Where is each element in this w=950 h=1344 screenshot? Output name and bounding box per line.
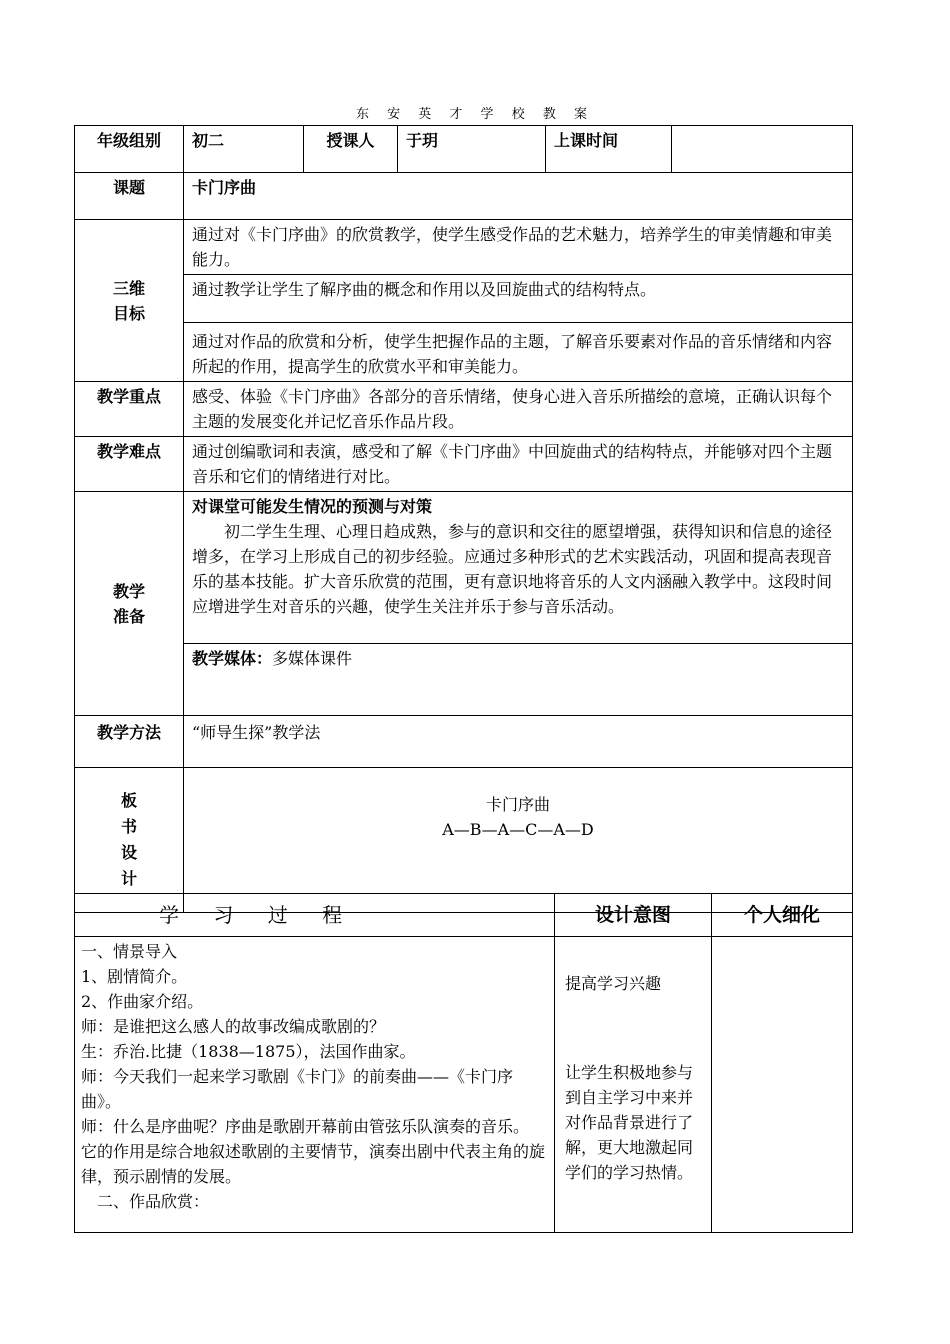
topic-label: 课题: [75, 173, 184, 220]
board-label-char: 板: [120, 791, 137, 810]
board-title: 卡门序曲: [485, 795, 550, 814]
board-structure: A—B—A—C—A—D: [442, 820, 594, 839]
time-label: 上课时间: [546, 126, 672, 173]
board-label: [75, 768, 184, 913]
school-header: 东 安 英 才 学 校 教 案: [356, 107, 594, 122]
intent-item: 让学生积极地参与到自主学习中来并对作品背景进行了解，更大地激起同学们的学习热情。: [565, 1063, 694, 1182]
board-label-char: 计: [120, 869, 137, 888]
board-label-char: 书: [120, 817, 137, 836]
difficulties-value: 通过创编歌词和表演，感受和了解《卡门序曲》中回旋曲式的结构特点，并能够对四个主题音乐和它们的情绪进行对比。: [184, 437, 853, 492]
process-line: 二、作品欣赏：: [97, 1192, 210, 1211]
board-design: [184, 768, 853, 913]
time-value: [672, 126, 853, 173]
preparation-label-line1: 教学: [112, 581, 145, 601]
goal-item: 通过教学让学生了解序曲的概念和作用以及回旋曲式的结构特点。: [184, 275, 853, 323]
process-line: 生：乔治.比捷（1838—1875），法国作曲家。: [81, 1042, 416, 1061]
goals-label-line1: 三维: [112, 278, 145, 298]
process-line: 2、作曲家介绍。: [81, 992, 204, 1011]
grade-label: 年级组别: [75, 126, 184, 173]
lesson-plan-table: [74, 125, 853, 913]
preparation-title: 对课堂可能发生情况的预测与对策: [192, 497, 433, 516]
personal-header: 个人细化: [712, 894, 853, 937]
goals-label: [75, 220, 184, 382]
process-table: [74, 893, 853, 1233]
goal-item: 通过对《卡门序曲》的欣赏教学，使学生感受作品的艺术魅力，培养学生的审美情趣和审美能力。: [184, 220, 853, 275]
process-content: [75, 937, 555, 1233]
intent-header: 设计意图: [555, 894, 712, 937]
board-label-char: 设: [120, 843, 137, 862]
process-line: 1、剧情简介。: [81, 967, 188, 986]
media-cell: [184, 644, 853, 716]
process-header: 学 习 过 程: [75, 894, 555, 937]
method-label: 教学方法: [75, 716, 184, 768]
key-points-value: 感受、体验《卡门序曲》各部分的音乐情绪，使身心进入音乐所描绘的意境，正确认识每个主题的发展变化并记忆音乐作品片段。: [184, 382, 853, 437]
goals-label-line2: 目标: [112, 303, 145, 323]
process-line: 师：是谁把这么感人的故事改编成歌剧的？: [81, 1017, 386, 1036]
preparation-label: [75, 492, 184, 716]
process-line: 师：什么是序曲呢？序曲是歌剧开幕前由管弦乐队演奏的音乐。: [81, 1117, 530, 1136]
topic-value: 卡门序曲: [184, 173, 853, 220]
goal-item: 通过对作品的欣赏和分析，使学生把握作品的主题，了解音乐要素对作品的音乐情绪和内容所起的作用，提高学生的欣赏水平和审美能力。: [184, 323, 853, 382]
media-value: 多媒体课件: [272, 649, 353, 668]
media-label: 教学媒体：: [192, 649, 273, 668]
key-points-label: 教学重点: [75, 382, 184, 437]
intent-item: 提高学习兴趣: [565, 974, 662, 993]
teacher-label: 授课人: [304, 126, 398, 173]
process-line: 它的作用是综合地叙述歌剧的主要情节，演奏出剧中代表主角的旋律，预示剧情的发展。: [81, 1142, 546, 1186]
difficulties-label: 教学难点: [75, 437, 184, 492]
preparation-strategy: [184, 492, 853, 644]
teacher-value: 于玥: [398, 126, 546, 173]
personal-content: [712, 937, 853, 1233]
process-line: 一、情景导入: [81, 942, 178, 961]
grade-value: 初二: [184, 126, 304, 173]
method-value: “师导生探”教学法: [184, 716, 853, 768]
intent-content: [555, 937, 712, 1233]
preparation-label-line2: 准备: [112, 606, 145, 626]
preparation-text: 初二学生生理、心理日趋成熟，参与的意识和交往的愿望增强，获得知识和信息的途径增多，在学习上形成自己的初步经验。应通过多种形式的艺术实践活动，巩固和提高表现音乐的基本技能。扩大音乐欣赏的范围，更有意识地将音乐的人文内涵融入教学中。这段时间应增进学生对音乐的兴趣，使学生关注并乐于参与音乐活动。: [192, 522, 833, 616]
process-line: 师：今天我们一起来学习歌剧《卡门》的前奏曲——《卡门序曲》。: [81, 1067, 514, 1111]
